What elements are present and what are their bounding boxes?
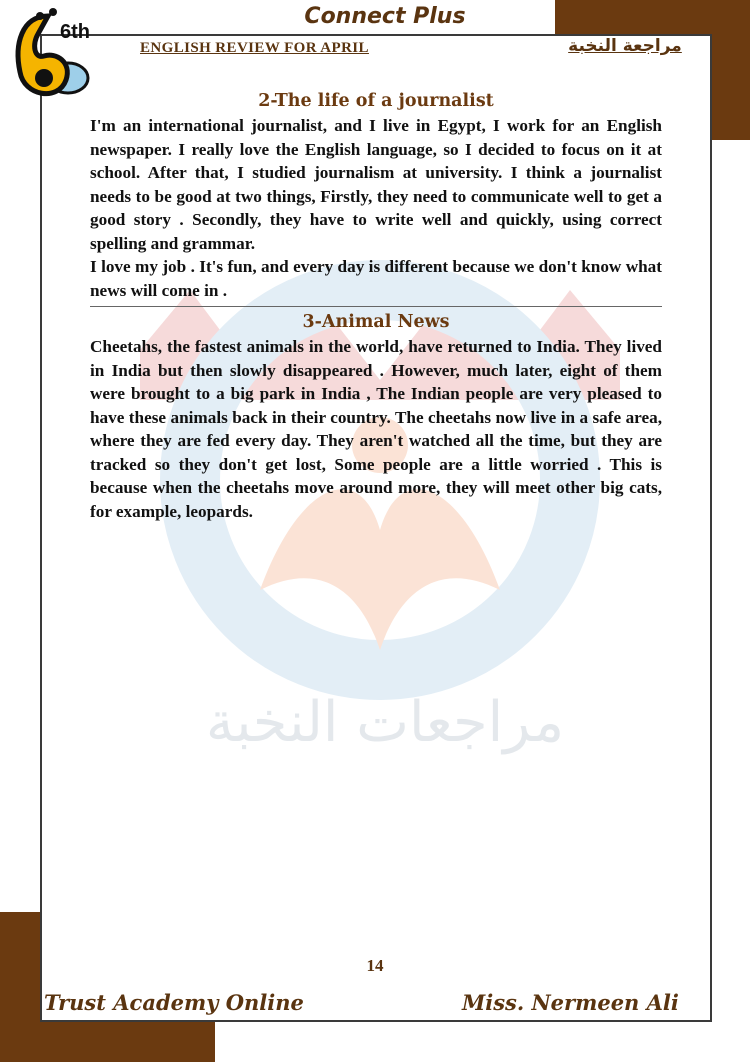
- watermark-arabic-text: مراجعات النخبة: [205, 690, 565, 755]
- brand-title: Connect Plus: [304, 4, 466, 29]
- grade-6th-logo-icon: [8, 4, 90, 104]
- review-subtitle: ENGLISH REVIEW FOR APRIL: [140, 40, 369, 56]
- section-divider: [90, 306, 662, 307]
- grade-badge-text: 6th: [60, 21, 90, 43]
- page-number: 14: [366, 956, 384, 975]
- footer-academy-name: Trust Academy Online: [44, 990, 304, 1015]
- arabic-header-title: مراجعة النخبة: [568, 36, 682, 56]
- paragraph: I love my job . It's fun, and every day is different because we don't know what news will come in .: [90, 257, 662, 300]
- paragraph: I'm an international journalist, and I live in Egypt, I work for an English newspaper. I really love the English language, so I decided to focus on it at school. After that, I studied journalism at university. I think a journalist needs to be good at two things, Firstly, they need to communicate well to get a good story . Secondly, they have to write well and quickly, using correct spelling and grammar.: [90, 116, 662, 253]
- footer-teacher-name: Miss. Nermeen Ali: [462, 990, 679, 1015]
- section-title-animal-news: 3-Animal News: [302, 312, 450, 332]
- paragraph: Cheetahs, the fastest animals in the world, have returned to India. They lived in India but then slowly disappeared . However, much later, eight of them were brought to a big park in India , The Indian people are very pleased to have these animals back in their country. The cheetahs now live in a safe area, where they are fed every day. They aren't watched all the time, but they are tracked so they don't get lost, Some people are a little worried . This is because when the cheetahs move around more, they will meet other big cats, for example, leopards.: [90, 337, 662, 521]
- section-title-journalist: 2-The life of a journalist: [258, 91, 494, 111]
- main-content: [90, 88, 662, 523]
